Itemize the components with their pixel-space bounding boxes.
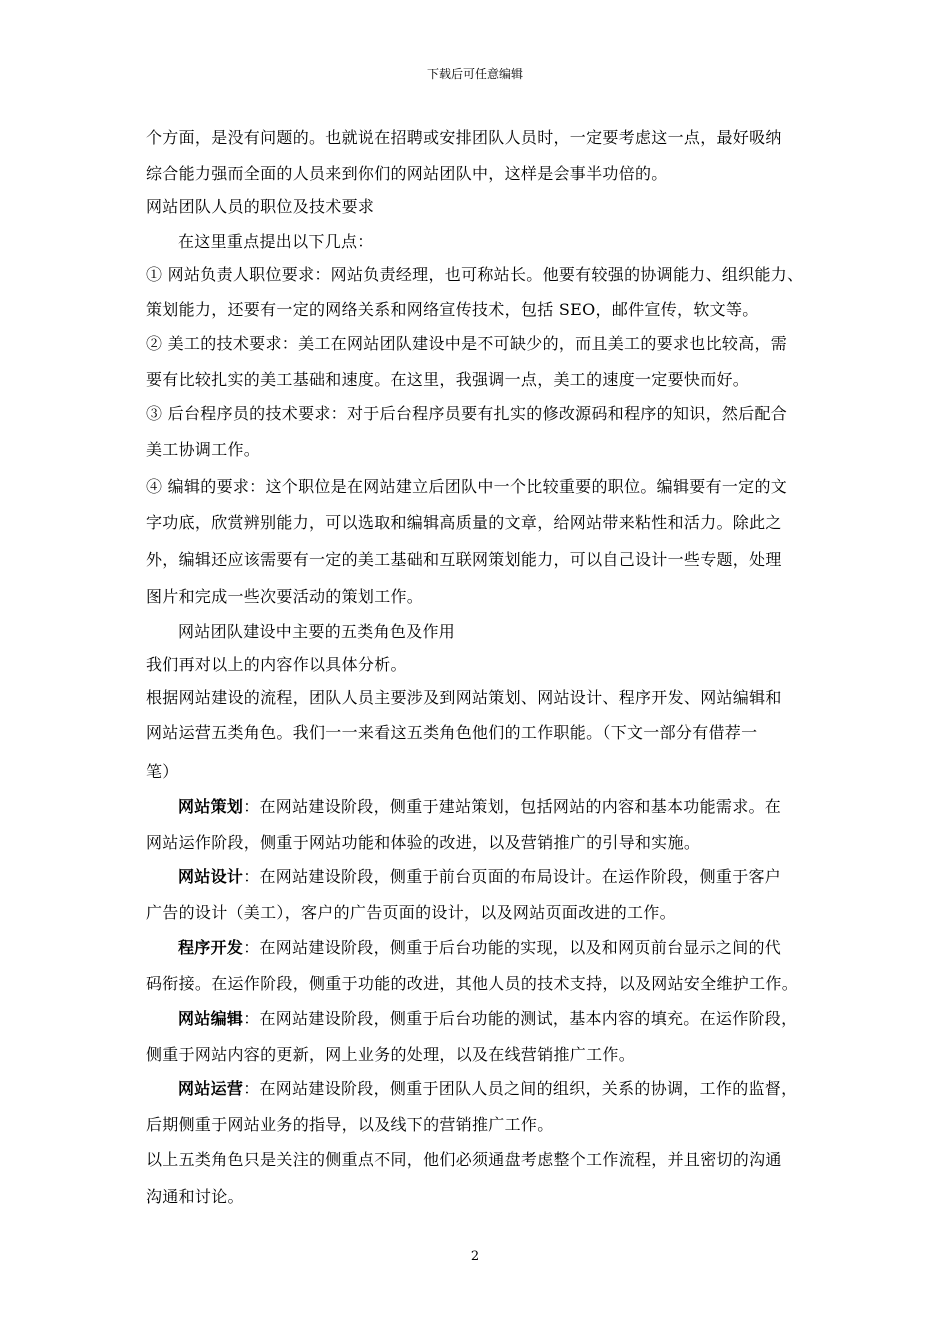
list-item: ③ 后台程序员的技术要求：对于后台程序员要有扎实的修改源码和程序的知识，然后配合 bbox=[146, 404, 788, 423]
list-item: ① 网站负责人职位要求：网站负责经理，也可称站长。他要有较强的协调能力、组织能力、 bbox=[146, 265, 804, 284]
role-name: 程序开发 bbox=[178, 938, 244, 957]
section-heading: 网站团队建设中主要的五类角色及作用 bbox=[178, 622, 456, 641]
paragraph-line: 字功底，欣赏辨别能力，可以选取和编辑高质量的文章，给网站带来粘性和活力。除此之 bbox=[146, 513, 782, 532]
role-name: 网站设计 bbox=[178, 867, 244, 886]
page-header: 下载后可任意编辑 bbox=[426, 67, 523, 81]
paragraph-line: 美工协调工作。 bbox=[146, 440, 261, 459]
section-heading: 网站团队人员的职位及技术要求 bbox=[146, 197, 375, 216]
paragraph-line: 个方面，是没有问题的。也就说在招聘或安排团队人员时，一定要考虑这一点，最好吸纳 bbox=[146, 128, 782, 147]
paragraph-line: 笔） bbox=[146, 762, 179, 781]
role-name: 网站策划 bbox=[178, 797, 244, 816]
paragraph-line: 策划能力，还要有一定的网络关系和网络宣传技术，包括 SEO，邮件宣传，软文等。 bbox=[146, 300, 759, 319]
list-item: ② 美工的技术要求：美工在网站团队建设中是不可缺少的，而且美工的要求也比较高，需 bbox=[146, 334, 788, 353]
role-description: ：在网站建设阶段，侧重于前台页面的布局设计。在运作阶段，侧重于客户 bbox=[243, 867, 782, 886]
paragraph-line: 外，编辑还应该需要有一定的美工基础和互联网策划能力，可以自己设计一些专题，处理 bbox=[146, 550, 782, 569]
paragraph-line: 网站运作阶段，侧重于网站功能和体验的改进，以及营销推广的引导和实施。 bbox=[146, 833, 701, 852]
paragraph-line: 沟通和讨论。 bbox=[146, 1187, 244, 1206]
paragraph-line: 综合能力强而全面的人员来到你们的网站团队中，这样是会事半功倍的。 bbox=[146, 164, 668, 183]
role-name: 网站编辑 bbox=[178, 1009, 244, 1028]
role-item bbox=[178, 938, 781, 958]
paragraph-line: 网站运营五类角色。我们一一来看这五类角色他们的工作职能。（下文一部分有借荐一 bbox=[146, 723, 758, 742]
paragraph-line: 图片和完成一些次要活动的策划工作。 bbox=[146, 587, 424, 606]
paragraph-line: 我们再对以上的内容作以具体分析。 bbox=[146, 655, 407, 674]
role-item bbox=[178, 1079, 797, 1099]
paragraph-line: 码衔接。在运作阶段，侧重于功能的改进，其他人员的技术支持，以及网站安全维护工作。 bbox=[146, 974, 799, 993]
paragraph-line: 在这里重点提出以下几点： bbox=[178, 232, 374, 251]
paragraph-line: 广告的设计（美工），客户的广告页面的设计，以及网站页面改进的工作。 bbox=[146, 903, 676, 922]
paragraph-line: 以上五类角色只是关注的侧重点不同，他们必须通盘考虑整个工作流程，并且密切的沟通 bbox=[146, 1150, 782, 1169]
role-description: ：在网站建设阶段，侧重于后台功能的测试，基本内容的填充。在运作阶段， bbox=[243, 1009, 798, 1028]
paragraph-line: 后期侧重于网站业务的指导，以及线下的营销推广工作。 bbox=[146, 1115, 554, 1134]
page-number: 2 bbox=[470, 1249, 480, 1264]
role-description: ：在网站建设阶段，侧重于建站策划，包括网站的内容和基本功能需求。在 bbox=[243, 797, 782, 816]
role-item bbox=[178, 867, 781, 887]
paragraph-line: 侧重于网站内容的更新，网上业务的处理，以及在线营销推广工作。 bbox=[146, 1045, 636, 1064]
list-item: ④ 编辑的要求：这个职位是在网站建立后团队中一个比较重要的职位。编辑要有一定的文 bbox=[146, 477, 788, 496]
role-description: ：在网站建设阶段，侧重于团队人员之间的组织，关系的协调，工作的监督， bbox=[243, 1079, 798, 1098]
role-description: ：在网站建设阶段，侧重于后台功能的实现，以及和网页前台显示之间的代 bbox=[243, 938, 782, 957]
role-item bbox=[178, 797, 781, 817]
paragraph-line: 要有比较扎实的美工基础和速度。在这里，我强调一点，美工的速度一定要快而好。 bbox=[146, 370, 750, 389]
paragraph-line: 根据网站建设的流程，团队人员主要涉及到网站策划、网站设计、程序开发、网站编辑和 bbox=[146, 688, 782, 707]
role-item bbox=[178, 1009, 797, 1029]
role-name: 网站运营 bbox=[178, 1079, 244, 1098]
